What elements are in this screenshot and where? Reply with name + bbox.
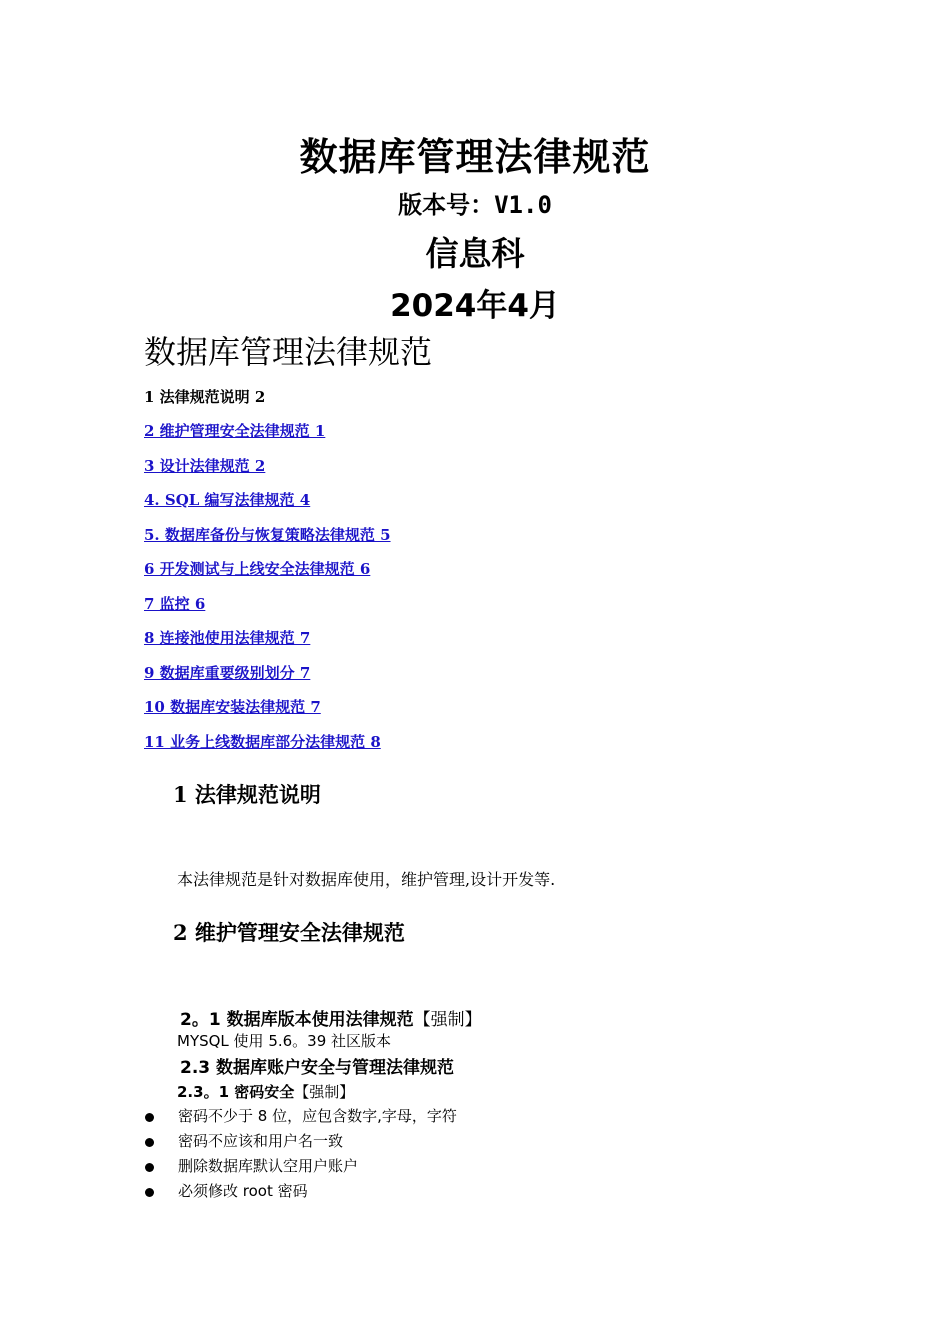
list-item-text: 删除数据库默认空用户账户 — [178, 1157, 359, 1175]
mandatory-tag: 【强制】 — [413, 1010, 482, 1030]
toc-link[interactable]: 3 设计法律规范 2 — [144, 457, 266, 475]
cover-title: 数据库管理法律规范 — [299, 135, 651, 179]
cover-department: 信息科 — [425, 234, 525, 273]
cover-version: 版本号：V1.0 — [398, 191, 552, 219]
subsection-2-1-heading — [180, 1005, 482, 1030]
bullet-icon — [145, 1138, 154, 1147]
bullet-icon — [145, 1188, 154, 1197]
subsection-2-3-heading: 2.3 数据库账户安全与管理法律规范 — [180, 1058, 455, 1078]
list-item — [144, 1105, 457, 1126]
toc-link[interactable]: 4. SQL 编写法律规范 4 — [144, 491, 311, 509]
list-item-text: 密码不应该和用户名一致 — [178, 1132, 344, 1150]
section-1-heading: 1 法律规范说明 — [173, 782, 321, 807]
toc-link[interactable]: 6 开发测试与上线安全法律规范 6 — [144, 560, 371, 578]
toc-link[interactable]: 9 数据库重要级别划分 7 — [144, 664, 311, 682]
list-item-text: 必须修改 root 密码 — [178, 1182, 308, 1200]
mandatory-tag: 【强制】 — [294, 1083, 355, 1101]
toc-link[interactable]: 8 连接池使用法律规范 7 — [144, 629, 311, 647]
toc-link[interactable]: 7 监控 6 — [144, 595, 206, 613]
section-2-heading: 2 维护管理安全法律规范 — [173, 920, 405, 945]
toc-link[interactable]: 11 业务上线数据库部分法律规范 8 — [144, 733, 381, 751]
section-1-paragraph: 本法律规范是针对数据库使用，维护管理,设计开发等. — [177, 870, 556, 889]
list-item-text: 密码不少于 8 位，应包含数字,字母，字符 — [178, 1107, 457, 1125]
bullet-icon — [145, 1113, 154, 1122]
document-title: 数据库管理法律规范 — [144, 333, 433, 371]
subsection-2-3-1-title: 2.3。1 密码安全 — [177, 1083, 295, 1101]
subsection-2-1-body: MYSQL 使用 5.6。39 社区版本 — [177, 1032, 392, 1050]
list-item — [144, 1155, 358, 1176]
list-item — [144, 1180, 308, 1201]
toc-link[interactable]: 5. 数据库备份与恢复策略法律规范 5 — [144, 526, 391, 544]
toc-item: 1 法律规范说明 2 — [144, 388, 266, 406]
subsection-2-1-title: 2。1 数据库版本使用法律规范 — [180, 1010, 414, 1030]
subsection-2-3-1-heading — [177, 1081, 354, 1102]
toc-link[interactable]: 2 维护管理安全法律规范 1 — [144, 422, 326, 440]
bullet-icon — [145, 1163, 154, 1172]
toc-link[interactable]: 10 数据库安装法律规范 7 — [144, 698, 321, 716]
cover-date: 2024年4月 — [390, 288, 560, 324]
list-item — [144, 1130, 343, 1151]
